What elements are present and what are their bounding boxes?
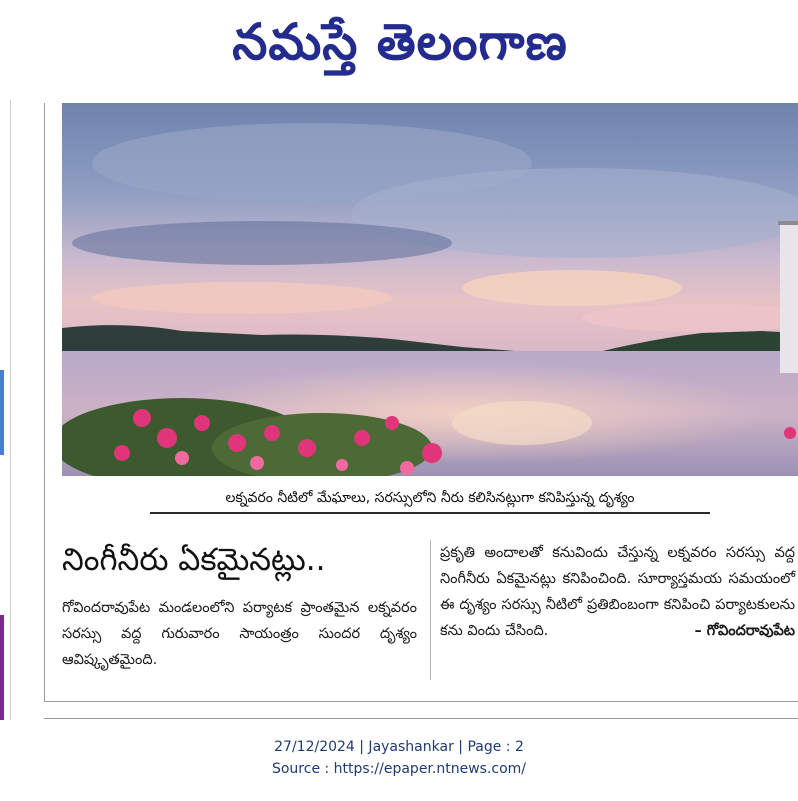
footer-edition-info: 27/12/2024 | Jayashankar | Page : 2 [274, 739, 524, 755]
adjacent-color-band [0, 370, 4, 455]
adjacent-color-band [0, 615, 4, 720]
column-divider [430, 540, 431, 680]
article-headline: నింగీనీరు ఏకమైనట్లు.. [62, 542, 326, 578]
footer-divider [44, 718, 798, 719]
adjacent-column-strip [0, 100, 11, 720]
footer-source-link[interactable]: Source : https://epaper.ntnews.com/ [271, 761, 527, 777]
photo-caption: లక్నవరం నీటిలో మేఘాలు, సరస్సులోని నీరు కలిసినట్లుగా కనిపిస్తున్న దృశ్యం [150, 486, 710, 514]
article-body-left: గోవిందరావుపేట మండలంలోని పర్యాటక ప్రాంతమైన లక్నవరం సరస్సు వద్ద గురువారం సాయంత్రం సుందర దృశ్యం ఆవిష్కృతమైంది. [62, 600, 417, 668]
newspaper-masthead: నమస్తే తెలంగాణ [232, 13, 568, 71]
page-footer [0, 736, 798, 780]
article-body-right-text: ప్రకృతి అందాలతో కనువిందు చేస్తున్న లక్నవరం సరస్సు వద్ద నింగీనీరు ఏకమైనట్లు కనిపించింది. సూర్యాస్తమయ సమయంలో ఈ దృశ్యం సరస్సు నీటిలో ప్రతిబింబంగా కనిపించి పర్యాటకులను కను విందు చేసింది. [440, 545, 795, 639]
article-body-right [440, 540, 795, 644]
article-byline: – గోవిందరావుపేట [694, 623, 795, 639]
lake-sunset-photo [62, 103, 798, 476]
